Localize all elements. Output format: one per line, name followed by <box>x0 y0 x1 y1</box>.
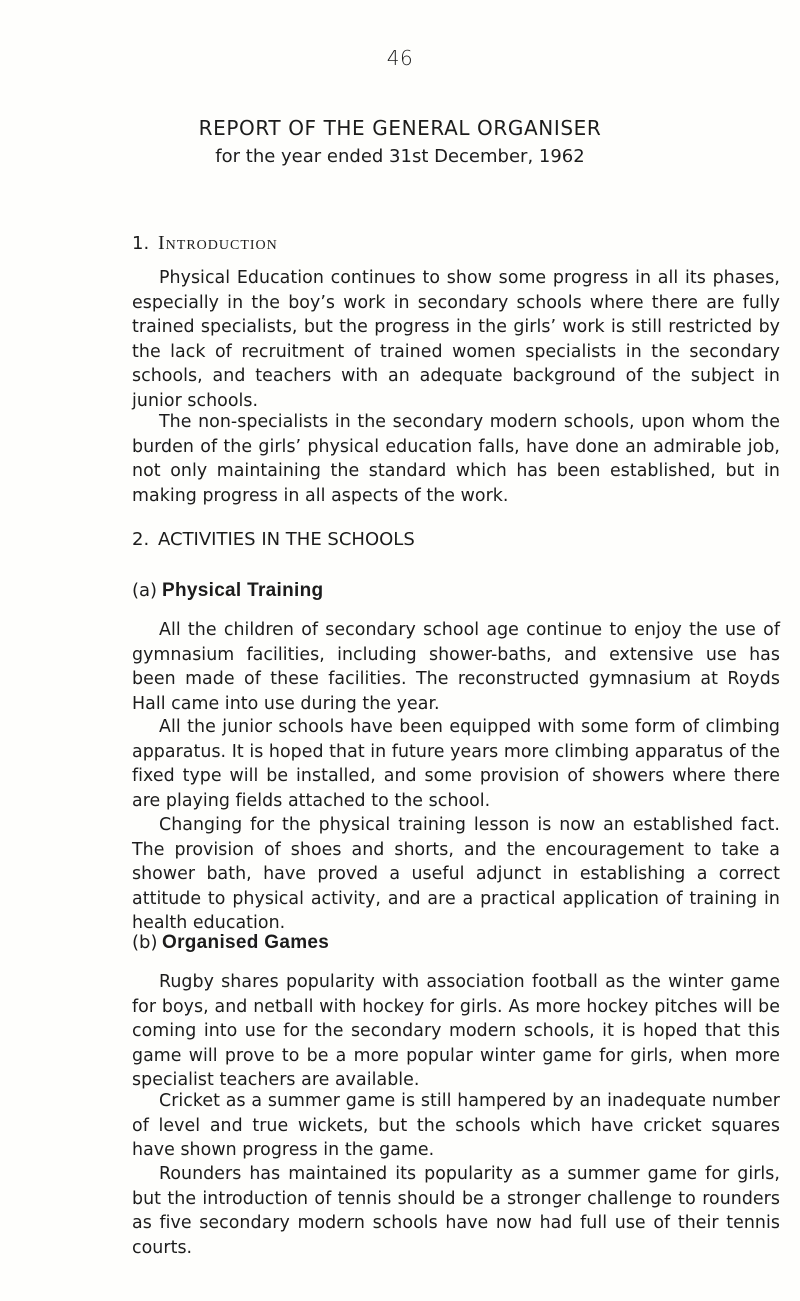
paragraph: The non-specialists in the secondary modern schools, upon whom the burden of the girls’ physical education falls, have done an admirable job, not only maintaining the standard which has been established, but in making progress in all aspects of the work. <box>132 412 780 506</box>
report-subtitle: for the year ended 31st December, 1962 <box>215 146 585 167</box>
section-title: ACTIVITIES IN THE SCHOOLS <box>158 529 415 550</box>
subsection-heading-organised-games <box>132 932 329 954</box>
page-number: 46 <box>386 46 414 70</box>
section-heading-activities <box>132 529 415 550</box>
section-title: Introduction <box>158 232 278 254</box>
subsection-letter: (b) <box>132 932 158 953</box>
subsection-letter: (a) <box>132 580 158 601</box>
paragraph: Physical Education continues to show some progress in all its phases, especially in the boy’s work in secondary schools where there are fully trained specialists, but the progress in the girls’ work is still restricted by the lack of recruitment of trained women specialists in the secondary schools, and teachers with an adequate background of the subject in junior schools. <box>132 268 780 411</box>
paragraph: Rounders has maintained its popularity as a summer game for girls, but the introduction of tennis should be a stronger challenge to rounders as five secondary modern schools have now had full use of their tennis courts. <box>132 1164 780 1258</box>
subsection-heading-physical-training <box>132 580 323 602</box>
section-number: 1. <box>132 233 150 254</box>
paragraph: Rugby shares popularity with association football as the winter game for boys, and netball with hockey for girls. As more hockey pitches will be coming into use for the secondary modern schools, it is hoped that this game will prove to be a more popular winter game for girls, when more specialist teachers are available. <box>132 972 780 1091</box>
paragraph: Changing for the physical training lesson is now an established fact. The provision of shoes and shorts, and the encouragement to take a shower bath, have proved a useful adjunct in establishing a correct attitude to physical activity, and are a practical application of training in health education. <box>132 815 780 934</box>
subsection-title: Organised Games <box>162 932 330 953</box>
paragraph: All the junior schools have been equipped with some form of climbing apparatus. It is hoped that in future years more climbing apparatus of the fixed type will be installed, and some provision of showers where there are playing fields attached to the school. <box>132 717 780 811</box>
paragraph: All the children of secondary school age continue to enjoy the use of gymnasium facilities, including shower-baths, and extensive use has been made of these facilities. The reconstructed gymnasium at Royds Hall came into use during the year. <box>132 620 780 714</box>
section-heading-introduction <box>132 232 278 255</box>
paragraph: Cricket as a summer game is still hampered by an inadequate number of level and true wickets, but the schools which have cricket squares have shown progress in the game. <box>132 1091 780 1161</box>
section-number: 2. <box>132 529 150 550</box>
report-title: REPORT OF THE GENERAL ORGANISER <box>198 116 602 140</box>
subsection-title: Physical Training <box>162 580 324 601</box>
